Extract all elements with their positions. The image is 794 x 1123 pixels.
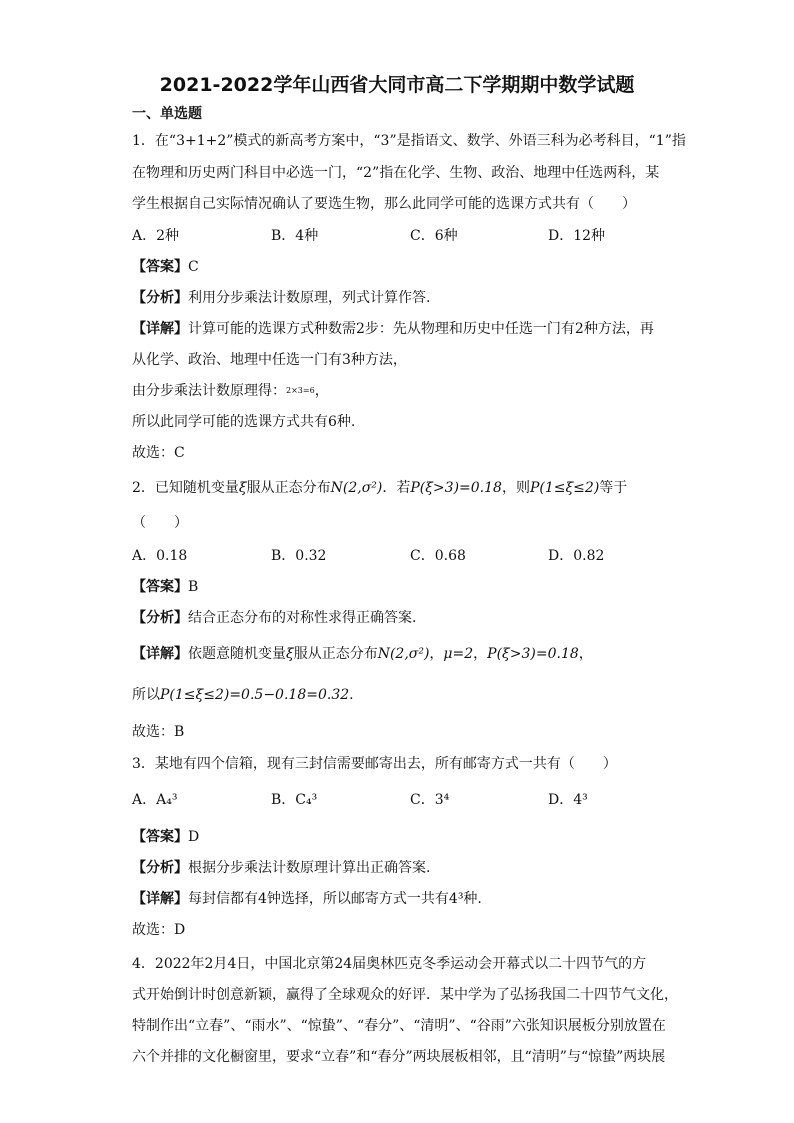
q1-option-d: D．12种 — [548, 228, 606, 244]
q3-analysis — [132, 859, 430, 877]
q2-option-b: B．0.32 — [271, 548, 327, 564]
q1-detail-2: 从化学、政治、地理中任选一门有3种方法， — [132, 352, 407, 368]
q4-line-1: 4．2022年2月4日，中国北京第24届奥林匹克冬季运动会开幕式以二十四节气的方 — [132, 956, 647, 972]
text: ， — [578, 646, 593, 662]
q1-line-3: 学生根据自己实际情况确认了要选生物，那么此同学可能的选课方式共有（ ） — [132, 196, 636, 212]
answer-tag: 【答案】 — [132, 579, 188, 595]
answer-value: B — [188, 579, 199, 595]
punctuation: ， — [314, 383, 329, 399]
q1-answer — [132, 258, 199, 276]
text: 等于 — [599, 480, 628, 496]
formula: 2×3=6 — [286, 386, 315, 395]
detail-text: 由分步乘法计数原理得： — [132, 383, 286, 399]
q4-line-3: 特制作出“立春”、“雨水”、“惊蛰”、“春分”、“清明”、“谷雨”六张知识展板分别放置在 — [132, 1018, 666, 1034]
page-title: 2021-2022学年山西省大同市高二下学期期中数学试题 — [159, 74, 635, 96]
q3-answer — [132, 828, 199, 846]
q1-detail-1 — [132, 320, 654, 338]
math-prob-query: P(1≤ξ≤2) — [529, 480, 600, 496]
text: 服从正态分布 — [293, 646, 378, 662]
text: 所以 — [132, 687, 160, 703]
q4-line-4: 六个并排的文化橱窗里，要求“立春”和“春分”两块展板相邻，且“清明”与“惊蛰”两块展 — [132, 1049, 666, 1065]
analysis-tag: 【分析】 — [132, 610, 188, 626]
math-normal: N(2,σ²) — [330, 480, 383, 496]
q3-option-a: A．A₄³ — [132, 792, 178, 808]
q1-option-c: C．6种 — [410, 228, 458, 244]
detail-tag: 【详解】 — [132, 321, 188, 337]
text: ， — [429, 646, 444, 662]
analysis-text: 结合正态分布的对称性求得正确答案. — [188, 610, 417, 626]
q2-analysis — [132, 609, 416, 627]
q1-line-2: 在物理和历史两门科目中必选一门，“2”指在化学、生物、政治、地理中任选两科，某 — [132, 165, 660, 181]
q4-line-2: 式开始倒计时创意新颖，赢得了全球观众的好评．某中学为了弘扬我国二十四节气文化， — [132, 987, 678, 1003]
detail-tag: 【详解】 — [132, 891, 188, 907]
math-normal: N(2,σ²) — [377, 646, 430, 662]
q2-choose: 故选：B — [132, 724, 185, 740]
text: ，则 — [501, 480, 530, 496]
answer-tag: 【答案】 — [132, 259, 188, 275]
q1-detail-4: 所以此同学可能的选课方式共有6种. — [132, 414, 356, 430]
text: . — [349, 687, 354, 703]
q3-option-c: C．3⁴ — [410, 792, 450, 808]
analysis-text: 根据分步乘法计数原理计算出正确答案. — [188, 860, 431, 876]
section-heading: 一、单选题 — [132, 106, 202, 122]
q3-option-b: B．C₄³ — [271, 792, 318, 808]
detail-text: 计算可能的选课方式种数需2步：先从物理和历史中任选一门有2种方法，再 — [188, 321, 654, 337]
q2-detail-2 — [132, 686, 354, 704]
answer-tag: 【答案】 — [132, 829, 188, 845]
analysis-tag: 【分析】 — [132, 860, 188, 876]
q2-option-a: A．0.18 — [132, 548, 188, 564]
detail-tag: 【详解】 — [132, 646, 188, 662]
q1-detail-3 — [132, 382, 329, 400]
answer-value: C — [188, 259, 199, 275]
q3-line-1: 3．某地有四个信箱，现有三封信需要邮寄出去，所有邮寄方式一共有（ ） — [132, 756, 617, 772]
answer-value: D — [188, 829, 200, 845]
math-result: P(1≤ξ≤2)=0.5−0.18=0.32 — [160, 687, 350, 703]
q1-option-b: B．4种 — [271, 228, 319, 244]
math-xi: ξ — [286, 646, 294, 662]
math-prob: P(ξ>3)=0.18 — [410, 480, 502, 496]
text: 服从正态分布 — [246, 480, 331, 496]
q3-choose: 故选：D — [132, 922, 186, 938]
q2-option-d: D．0.82 — [548, 548, 605, 564]
q3-option-d: D．4³ — [548, 792, 588, 808]
q1-option-a: A．2种 — [132, 228, 180, 244]
q2-line-1 — [132, 479, 627, 497]
q1-analysis — [132, 289, 430, 307]
analysis-tag: 【分析】 — [132, 290, 188, 306]
q1-choose: 故选：C — [132, 445, 185, 461]
text: ， — [473, 646, 488, 662]
q2-detail-1 — [132, 645, 593, 663]
q2-option-c: C．0.68 — [410, 548, 466, 564]
q2-line-2: （ ） — [132, 515, 188, 531]
math-mu: μ=2 — [443, 646, 474, 662]
text: 2．已知随机变量 — [132, 480, 239, 496]
detail-text: 每封信都有4钟选择，所以邮寄方式一共有4³种. — [188, 891, 482, 907]
q1-line-1: 1．在“3+1+2”模式的新高考方案中，“3”是指语文、数学、外语三科为必考科目，“1”指 — [132, 133, 686, 149]
math-prob: P(ξ>3)=0.18 — [487, 646, 579, 662]
q2-answer — [132, 578, 198, 596]
analysis-text: 利用分步乘法计数原理，列式计算作答. — [188, 290, 431, 306]
math-xi: ξ — [238, 480, 247, 496]
text: ．若 — [382, 480, 411, 496]
q3-detail — [132, 890, 482, 908]
text: 依题意随机变量 — [188, 646, 286, 662]
